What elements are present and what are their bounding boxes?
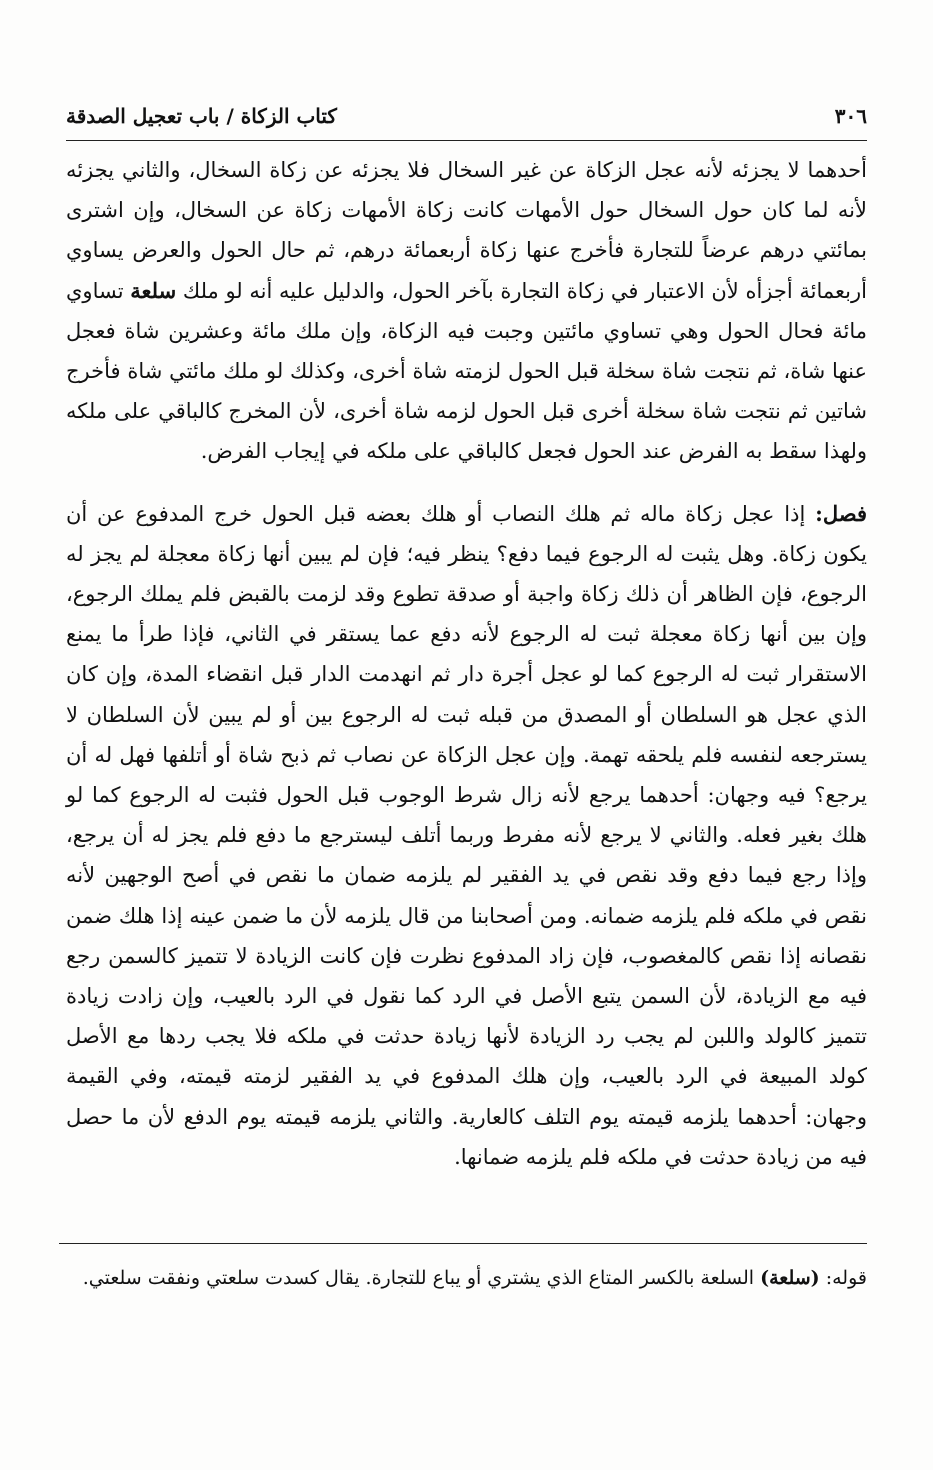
highlighted-term: سلعة xyxy=(130,277,177,303)
page-number: ٣٠٦ xyxy=(834,104,867,128)
footnote-divider xyxy=(59,1243,867,1244)
page-header xyxy=(66,96,867,136)
paragraph-gap xyxy=(66,472,867,494)
paragraph-2 xyxy=(66,494,867,1177)
footnote-term: (سلعة) xyxy=(760,1267,820,1289)
paragraph-1-part-1: أحدهما لا يجزئه لأنه عجل الزكاة عن غير السخال فلا يجزئه عن زكاة السخال، والثاني يجزئه لأنه لما كان حول السخال حول الأمهات كانت زكاة الأمهات زكاة عن السخال، وإن اشترى بمائتي درهم عرضاً للتجارة فأخرج عنها زكاة أربعمائة درهم، ثم حال الحول والعرض يساوي أربعمائة أجزأه لأن الاعتبار في زكاة التجارة بآخر الحول، والدليل عليه أنه لو ملك xyxy=(66,158,867,303)
paragraph-1 xyxy=(66,150,867,472)
section-heading-fasl: فصل: xyxy=(815,500,867,526)
running-title: كتاب الزكاة / باب تعجيل الصدقة xyxy=(66,104,337,128)
main-text xyxy=(66,150,867,1177)
footnote-prefix: قوله: xyxy=(825,1267,867,1289)
paragraph-2-text: إذا عجل زكاة ماله ثم هلك النصاب أو هلك بعضه قبل الحول خرج المدفوع عن أن يكون زكاة. وهل يثبت له الرجوع فيما دفع؟ ينظر فيه؛ فإن لم يبين أنها زكاة معجلة لم يجز له الرجوع، فإن الظاهر أن ذلك زكاة واجبة أو صدقة تطوع وقد لزمت بالقبض فلم يملك الرجوع، وإن بين أنها زكاة معجلة ثبت له الرجوع لأنه دفع عما يستقر في الثاني، فإذا طرأ ما يمنع الاستقرار ثبت له الرجوع كما لو عجل أجرة دار ثم انهدمت الدار قبل انقضاء المدة، وإن كان الذي عجل هو السلطان أو المصدق من قبله ثبت له الرجوع بين أو لم يبين لأن السلطان لا يسترجعه لنفسه فلم يلحقه تهمة. وإن عجل الزكاة عن نصاب ثم ذبح شاة أو أتلفها فهل له أن يرجع؟ فيه وجهان: أحدهما يرجع لأنه زال شرط الوجوب قبل الحول فثبت له الرجوع كما لو هلك بغير فعله. والثاني لا يرجع لأنه مفرط وربما أتلف ليسترجع ما دفع فلم يجز له أن يرجع، وإذا رجع فيما دفع وقد نقص في يد الفقير لم يلزمه ضمان ما نقص في أصح الوجهين لأنه نقص في ملكه فلم يلزمه ضمانه. ومن أصحابنا من قال يلزمه لأن ما ضمن عينه إذا هلك ضمن نقصانه إذا نقص كالمغصوب، فإن زاد المدفوع نظرت فإن كانت الزيادة لا تتميز كالسمن رجع فيه مع الزيادة، لأن السمن يتبع الأصل في الرد كما نقول في الرد بالعيب، وإن زادت زيادة تتميز كالولد واللبن لم يجب رد الزيادة لأنها زيادة حدثت في ملكه فلا يجب ردها مع الأصل كولد المبيعة في الرد بالعيب، وإن هلك المدفوع في يد الفقير لزمته قيمته، وفي القيمة وجهان: أحدهما يلزمه قيمته يوم التلف كالعارية. والثاني يلزمه قيمته يوم الدفع لأن ما حصل فيه من زيادة حدثت في ملكه فلم يلزمه ضمانها. xyxy=(66,501,867,1169)
footnote xyxy=(66,1258,867,1298)
paragraph-1-part-2: تساوي مائة فحال الحول وهي تساوي مائتين وجبت فيه الزكاة، وإن ملك مائة وعشرين شاة فعجل عنها شاة، ثم نتجت شاة سخلة قبل الحول لزمته شاة أخرى، وكذلك لو ملك مائتي شاة فأخرج شاتين ثم نتجت شاة سخلة أخرى قبل الحول لزمه شاة أخرى، لأن المخرج كالباقي على ملكه ولهذا سقط به الفرض عند الحول فجعل كالباقي على ملكه في إيجاب الفرض. xyxy=(66,278,867,464)
header-divider xyxy=(66,140,867,141)
footnote-text: السلعة بالكسر المتاع الذي يشتري أو يباع للتجارة. يقال كسدت سلعتي ونفقت سلعتي. xyxy=(82,1267,755,1289)
